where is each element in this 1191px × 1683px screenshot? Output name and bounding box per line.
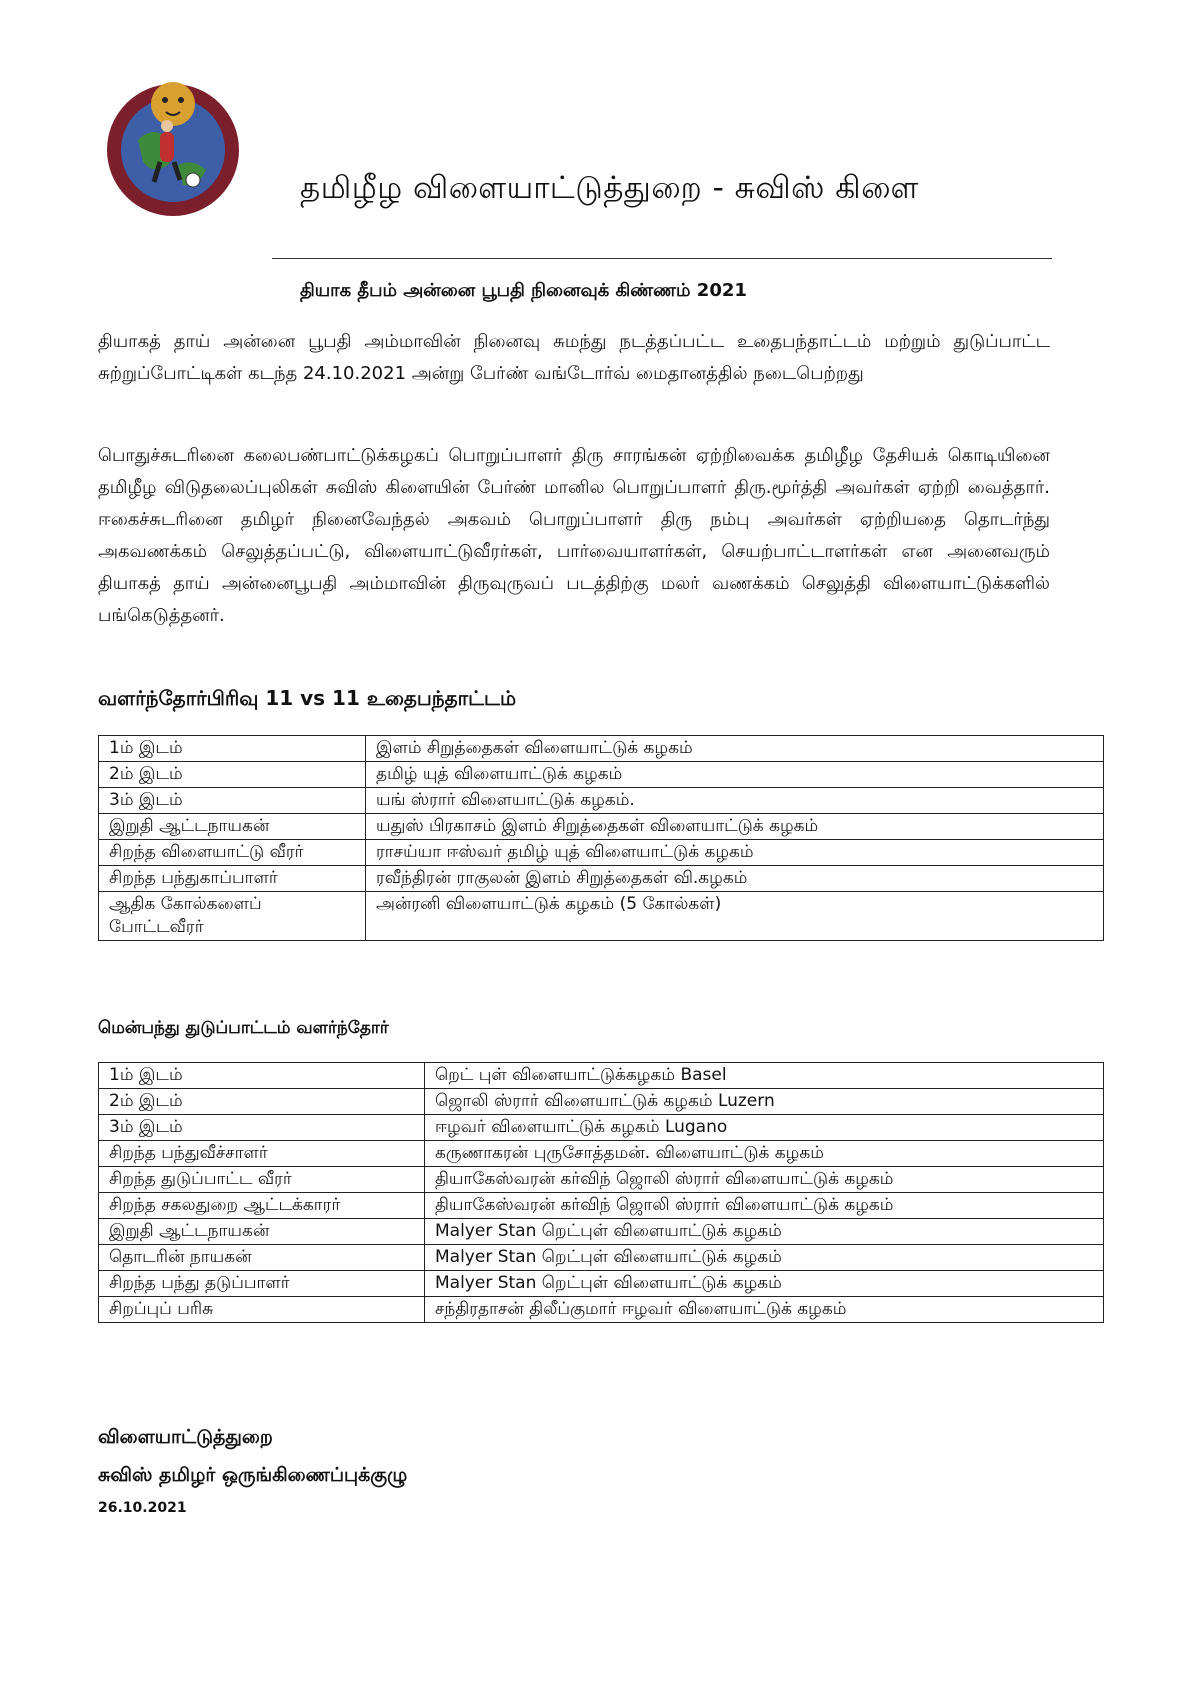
award-label: ஆதிக கோல்களைப் போட்டவீரர்: [99, 892, 366, 941]
event-title: தியாக தீபம் அன்னை பூபதி நினைவுக் கிண்ணம் 2021: [300, 280, 747, 301]
emblem-icon: [98, 70, 248, 220]
signature-date: 26.10.2021: [98, 1500, 187, 1516]
award-label: இறுதி ஆட்டநாயகன்: [99, 1219, 425, 1245]
table-row: [99, 814, 1104, 840]
table-row: [99, 1063, 1104, 1089]
football-section-heading: வளர்ந்தோர்பிரிவு 11 vs 11 உதைபந்தாட்டம்: [98, 686, 517, 710]
table-row: [99, 1193, 1104, 1219]
award-label: சிறந்த விளையாட்டு வீரர்: [99, 840, 366, 866]
award-winner: தமிழ் யுத் விளையாட்டுக் கழகம்: [366, 762, 1104, 788]
award-winner: Malyer Stan றெட்புள் விளையாட்டுக் கழகம்: [425, 1271, 1104, 1297]
table-row: [99, 1089, 1104, 1115]
award-winner: இளம் சிறுத்தைகள் விளையாட்டுக் கழகம்: [366, 736, 1104, 762]
award-winner: யங் ஸ்ரார் விளையாட்டுக் கழகம்.: [366, 788, 1104, 814]
table-row: [99, 736, 1104, 762]
award-label: சிறந்த துடுப்பாட்ட வீரர்: [99, 1167, 425, 1193]
award-winner: Malyer Stan றெட்புள் விளையாட்டுக் கழகம்: [425, 1219, 1104, 1245]
award-winner: Malyer Stan றெட்புள் விளையாட்டுக் கழகம்: [425, 1245, 1104, 1271]
award-label: சிறந்த சகலதுறை ஆட்டக்காரர்: [99, 1193, 425, 1219]
award-label: சிறந்த பந்துகாப்பாளர்: [99, 866, 366, 892]
signature-organization: சுவிஸ் தமிழர் ஒருங்கிணைப்புக்குழு: [98, 1464, 408, 1486]
award-label: சிறந்த பந்து தடுப்பாளர்: [99, 1271, 425, 1297]
signature-block: [98, 1418, 407, 1522]
award-winner: தியாகேஸ்வரன் கர்விந் ஜொலி ஸ்ரார் விளையாட்டுக் கழகம்: [425, 1167, 1104, 1193]
table-row: [99, 1219, 1104, 1245]
header-divider: [272, 258, 1052, 259]
table-row: [99, 762, 1104, 788]
award-label: இறுதி ஆட்டநாயகன்: [99, 814, 366, 840]
table-row: [99, 840, 1104, 866]
award-winner: யதுஸ் பிரகாசம் இளம் சிறுத்தைகள் விளையாட்டுக் கழகம்: [366, 814, 1104, 840]
award-label: 1ம் இடம்: [99, 736, 366, 762]
award-label: சிறப்புப் பரிசு: [99, 1297, 425, 1323]
award-label: 3ம் இடம்: [99, 1115, 425, 1141]
table-row: [99, 1167, 1104, 1193]
table-row: [99, 1245, 1104, 1271]
sports-emblem-logo: [98, 70, 248, 220]
table-row: [99, 1141, 1104, 1167]
award-label: 1ம் இடம்: [99, 1063, 425, 1089]
award-winner: ராசய்யா ஈஸ்வர் தமிழ் யுத் விளையாட்டுக் கழகம்: [366, 840, 1104, 866]
table-row: [99, 1297, 1104, 1323]
football-results-table: [98, 735, 1104, 941]
award-winner: அன்ரனி விளையாட்டுக் கழகம் (5 கோல்கள்): [366, 892, 1104, 941]
table-row: [99, 788, 1104, 814]
award-label: 2ம் இடம்: [99, 762, 366, 788]
table-row: [99, 1271, 1104, 1297]
ceremony-paragraph: பொதுச்சுடரினை கலைபண்பாட்டுக்கழகப் பொறுப்பாளர் திரு சாரங்கன் ஏற்றிவைக்க தமிழீழ தேசியக் கொடியினை தமிழீழ விடுதலைப்புலிகள் சுவிஸ் கிளையின் பேர்ண் மானில பொறுப்பாளர் திரு.மூர்த்தி அவர்கள் ஏற்றி வைத்தார். ஈகைச்சுடரினை தமிழர் நினைவேந்தல் அகவம் பொறுப்பாளர் திரு நம்பு அவர்கள் ஏற்றியதை தொடர்ந்து அகவணக்கம் செலுத்தப்பட்டு, விளையாட்டுவீரர்கள், பார்வையாளர்கள், செயற்பாட்டாளர்கள் என அனைவரும் தியாகத் தாய் அன்னைபூபதி அம்மாவின் திருவுருவப் படத்திற்கு மலர் வணக்கம் செலுத்தி விளையாட்டுக்களில் பங்கெடுத்தனர்.: [98, 445, 1050, 626]
award-label: தொடரின் நாயகன்: [99, 1245, 425, 1271]
award-winner: ரவீந்திரன் ராகுலன் இளம் சிறுத்தைகள் வி.கழகம்: [366, 866, 1104, 892]
award-winner: தியாகேஸ்வரன் கர்விந் ஜொலி ஸ்ரார் விளையாட்டுக் கழகம்: [425, 1193, 1104, 1219]
cricket-results-table: [98, 1062, 1104, 1323]
signature-department: விளையாட்டுத்துறை: [98, 1426, 273, 1448]
cricket-section-heading: மென்பந்து துடுப்பாட்டம் வளர்ந்தோர்: [98, 1018, 389, 1038]
award-label: 2ம் இடம்: [99, 1089, 425, 1115]
award-winner: ஈழவர் விளையாட்டுக் கழகம் Lugano: [425, 1115, 1104, 1141]
award-label: சிறந்த பந்துவீச்சாளர்: [99, 1141, 425, 1167]
intro-paragraph: தியாகத் தாய் அன்னை பூபதி அம்மாவின் நினைவு சுமந்து நடத்தப்பட்ட உதைபந்தாட்டம் மற்றும் துடுப்பாட்ட சுற்றுப்போட்டிகள் கடந்த 24.10.2021 அன்று பேர்ண் வங்டோர்வ் மைதானத்தில் நடைபெற்றது: [98, 331, 1050, 384]
award-winner: ஜொலி ஸ்ரார் விளையாட்டுக் கழகம் Luzern: [425, 1089, 1104, 1115]
organization-title: தமிழீழ விளையாட்டுத்துறை - சுவிஸ் கிளை: [300, 170, 919, 206]
award-winner: கருணாகரன் புருசோத்தமன். விளையாட்டுக் கழகம்: [425, 1141, 1104, 1167]
award-winner: சந்திரதாசன் திலீப்குமார் ஈழவர் விளையாட்டுக் கழகம்: [425, 1297, 1104, 1323]
award-label: 3ம் இடம்: [99, 788, 366, 814]
award-winner: றெட் புள் விளையாட்டுக்கழகம் Basel: [425, 1063, 1104, 1089]
table-row: [99, 1115, 1104, 1141]
table-row: [99, 866, 1104, 892]
table-row: [99, 892, 1104, 941]
